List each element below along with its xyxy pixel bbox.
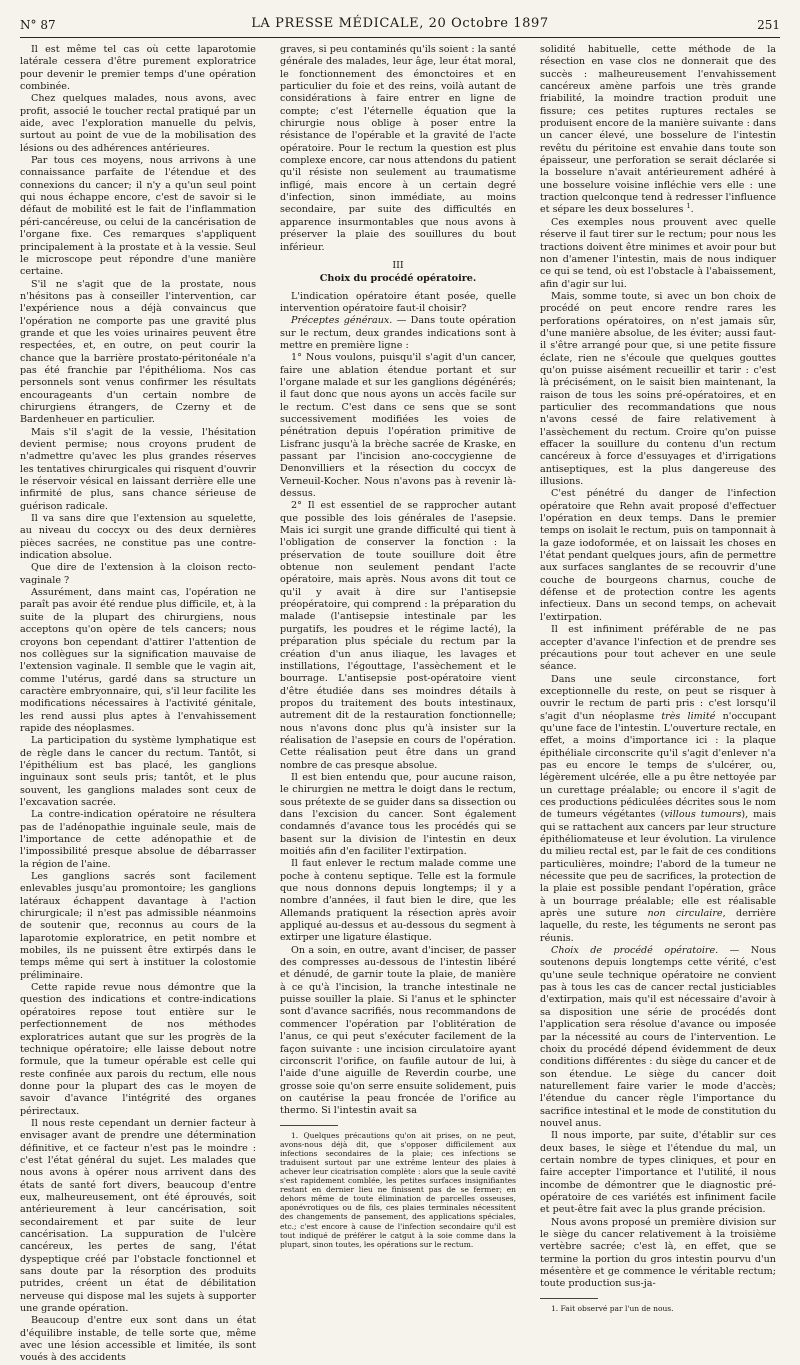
footnote-marker: 1 bbox=[686, 202, 691, 211]
paragraph-text: Dans une seule circonstance, fort exceptionnelle du reste, on peut se risquer à ouvrir le rectum de parti pris : c'est lorsqu'il s'agit d'un néoplasme bbox=[540, 673, 776, 722]
paragraph: La contre-indication opératoire ne résultera pas de l'adénopathie inguinale seule, mais de l'importance de cette adénopathie et de l'impossibilité presque absolue de débarrasser la région de l'aine. bbox=[20, 809, 256, 870]
paragraph: Chez quelques malades, nous avons, avec profit, associé le toucher rectal pratiqué par un aide, avec l'exploration manuelle du pelvis, surtout au point de vue de la mobilisation des lésions ou des adhérences antérieures. bbox=[20, 93, 256, 154]
emphasis: non circulaire bbox=[647, 908, 723, 920]
paragraph: Assurément, dans maint cas, l'opération ne paraît pas avoir été rendue plus difficile, et, à la suite de la plupart des chirurgiens, nous acceptons qu'on opère de tels cancers; nous croyons bon cependant d'attirer l'attention de nos collègues sur la signification mauvaise de l'extension vaginale. Il semble que le vagin ait, comme l'utérus, gardé dans sa structure un caractère embryonnaire, qui, s'il leur facilite les modifications nécessaires à l'activité génitale, les rend aussi plus aptes à l'envahissement rapide des néoplasmes. bbox=[20, 587, 256, 734]
page-number: 251 bbox=[757, 18, 780, 32]
footnote bbox=[540, 1304, 776, 1313]
subheading-preceptes: Préceptes généraux. bbox=[291, 315, 393, 327]
emphasis: villous tumours bbox=[664, 809, 742, 821]
paragraph: On a soin, en outre, avant d'inciser, de passer des compresses au-dessous de l'intestin libéré et dénudé, de garnir toute la plaie, de manière à ce qu'à l'incision, la tranche intestinale ne puisse souiller la plaie. Si l'anus et le sphincter sont d'avance sacrifiés, nous recommandons de commencer l'opération par l'oblitération de l'anus, ce qui peut s'exécuter facilement de la façon suivante : une incision circulatoire ayant circonscrit l'orifice, on faufile autour de lui, à l'aide d'une aiguille de Reverdin courbe, une grosse soie qu'on serre ensuite solidement, puis on cautérise la peau froncée de l'orifice au thermo. Si l'intestin avait sa bbox=[280, 944, 516, 1117]
paragraph: Ces exemples nous prouvent avec quelle réserve il faut tirer sur le rectum; pour nous les tractions doivent être minimes et avoir pour but non d'amener l'intestin, mais de nous indiquer ce qui se tend, où est l'obstacle à l'abaissement, afin d'agir sur lui. bbox=[540, 216, 776, 290]
paragraph: solidité habituelle, cette méthode de la résection en vase clos ne donnerait que des succès : malheureusement l'envahissement cancéreux amène parfois une très grande friabilité, la moindre traction produit une fissure; ces petites ruptures rectales se produisent encore de la manière suivante : dans un cancer élevé, une bosselure de l'intestin revêtu du péritoine est envahie dans toute son épaisseur, une perforation se serait déclarée si la bosselure n'avait antérieurement adhéré à une bosselure voisine infléchie vers elle : une traction quelconque tend à redresser l'influence et sépare les deux bosselures $^1$. bbox=[540, 44, 776, 216]
paragraph: La participation du système lymphatique est de règle dans le cancer du rectum. Tantôt, si l'épithélium est bas placé, les ganglions inguinaux sont seuls pris; tantôt, et le plus souvent, les ganglions malades sont ceux de l'excavation sacrée. bbox=[20, 735, 256, 808]
column-right bbox=[540, 44, 776, 1313]
paragraph bbox=[540, 674, 776, 946]
paragraph: Il est même tel cas où cette laparotomie latérale cessera d'être purement exploratrice pour devenir le premier temps d'une opération combinée. bbox=[20, 44, 256, 93]
column-left bbox=[20, 44, 256, 1365]
section-number: III bbox=[392, 259, 404, 271]
section-title: Choix du procédé opératoire. bbox=[319, 273, 477, 285]
paragraph: Il faut enlever le rectum malade comme une poche à contenu septique. Telle est la formule que nous donnons depuis longtemps; il y a nombre d'années, il faut bien le dire, que les Allemands pratiquent la résection après avoir appliqué au-dessus et au-dessous du segment à extirper une ligature élastique. bbox=[280, 858, 516, 944]
paragraph: Que dire de l'extension à la cloison recto-vaginale ? bbox=[20, 562, 256, 586]
paragraph: Mais s'il s'agit de la vessie, l'hésitation devient permise; nous croyons prudent de n'admettre qu'avec les plus grandes réserves les tentatives chirurgicales qui risquent d'ouvrir le réservoir vésical en laissant derrière elle une infirmité de plus, sans chance sérieuse de guérison radicale. bbox=[20, 426, 256, 512]
footnote-rule bbox=[540, 1298, 598, 1299]
paragraph-text: , derrière laquelle, du reste, les téguments ne seront pas réunis. bbox=[540, 908, 776, 944]
footnote-text: 1. Quelques précautions qu'on ait prises, on ne peut, avons-nous déjà dit, que s'opposer difficilement aux infections secondaires de la plaie; ces infections se traduisent surtout par une extrême lenteur des plaies à achever leur cicatrisation complète : alors que la seule cavité s'est rapidement comblée, les petites surfaces insignifiantes restant en dernier lieu ne finissent pas de se fermer; en dehors même de toute élimination de parcelles osseuses, aponévrotiques ou de fils, ces plaies terminales nécessitent des changements de pansement, des applications spéciales, etc.; c'est encore à cause de l'infection secondaire qu'il est tout indiqué de préférer le catgut à la soie comme dans la plupart, sinon toutes, les opérations sur le rectum. bbox=[280, 1130, 516, 1249]
paragraph: C'est pénétré du danger de l'infection opératoire que Rehn avait proposé d'effectuer l'opération en deux temps. Dans le premier temps on isolait le rectum, puis on tamponnait à la gaze iodoformée, et on laissait les choses en l'état pendant quelques jours, afin de permettre aux surfaces sanglantes de se recouvrir d'une couche de bourgeons charnus, couche de défense et de protection contre les agents infectieux. Dans un second temps, on achevait l'extirpation. bbox=[540, 488, 776, 623]
paragraph bbox=[280, 315, 516, 352]
issue-number: N° 87 bbox=[20, 18, 56, 32]
paragraph: Les ganglions sacrés sont facilement enlevables jusqu'au promontoire; les ganglions latéraux échappent davantage à l'action chirurgicale; il n'est pas admissible néanmoins de soutenir que, reconnus au cours de la laparotomie exploratrice, en petit nombre et mobiles, ils ne puissent être extirpés dans le temps même qui sert à instituer la colostomie préliminaire. bbox=[20, 871, 256, 981]
paragraph: Il va sans dire que l'extension au squelette, au niveau du coccyx ou des deux dernières pièces sacrées, ne constitue pas une contre-indication absolue. bbox=[20, 513, 256, 562]
footnote-rule bbox=[280, 1125, 338, 1126]
journal-title: LA PRESSE MÉDICALE, 20 Octobre 1897 bbox=[251, 16, 549, 31]
paragraph: Nous avons proposé un première division sur le siège du cancer relativement à la troisième vertèbre sacrée; c'est là, en effet, que se termine la portion du gros intestin pourvu d'un mésentère et ge commence le véritable rectum; toute production sus-ja- bbox=[540, 1216, 776, 1290]
paragraph: Par tous ces moyens, nous arrivons à une connaissance parfaite de l'étendue et des connexions du cancer; il n'y a qu'un seul point qui nous échappe encore, c'est de savoir si le défaut de mobilité est le fait de l'inflammation péri-cancéreuse, ou celui de la cancérisation de l'organe fixe. Ces remarques s'appliquent principalement à la prostate et à la vessie. Seul le microscope peut répondre d'une manière certaine. bbox=[20, 155, 256, 278]
column-middle bbox=[280, 44, 516, 1249]
paragraph: Il est infiniment préférable de ne pas accepter d'avance l'infection et de prendre ses précautions pour tout achever en une seule séance. bbox=[540, 624, 776, 673]
paragraph: Il nous importe, par suite, d'établir sur ces deux bases, le siège et l'étendue du mal, un certain nombre de types cliniques, et pour en faire accepter l'importance et l'utilité, il nous incombe de démontrer que le diagnostic pré-opératoire de ces variétés est infiniment facile et peut-être fait avec la plus grande précision. bbox=[540, 1130, 776, 1216]
page-header bbox=[20, 14, 780, 36]
footnote-text: 1. Fait observé par l'un de nous. bbox=[551, 1303, 674, 1313]
paragraph-text: — Nous soutenons depuis longtemps cette vérité, c'est qu'une seule technique opératoire ne convient pas à tous les cas de cancer rectal justiciables d'extirpation, mais qu'il est nécessaire d'avoir à sa disposition une série de procédés dont l'application sera résolue d'avance ou imposée par la nécessité au cours de l'intervention. Le choix du procédé dépend évidemment de deux conditions différentes : du siège du cancer et de son étendue. Le siège du cancer doit naturellement faire varier le mode d'accès; l'étendue du cancer règle l'importance du sacrifice intestinal et le mode de constitution du nouvel anus. bbox=[540, 945, 776, 1129]
paragraph-text: solidité habituelle, cette méthode de la résection en vase clos ne donnerait que des succès : malheureusement l'envahissement cancéreux amène parfois une très grande friabilité, la moindre traction produit une fissure; ces petites ruptures rectales se produisent encore de la manière suivante : dans un cancer élevé, une bosselure de l'intestin revêtu du péritoine est envahie dans toute son épaisseur, une perforation se serait déclarée si la bosselure n'avait antérieurement adhéré à une bosselure voisine infléchie vers elle : une traction quelconque tend à redresser l'influence et sépare les deux bosselures bbox=[540, 44, 776, 216]
paragraph: Il nous reste cependant un dernier facteur à envisager avant de prendre une détermination définitive, et ce facteur n'est pas le moindre : c'est l'état général du sujet. Les malades que nous avons à opérer nous arrivent dans des états de santé fort divers, beaucoup d'entre eux, malheureusement, ont été éprouvés, soit antérieurement à leur cancérisation, soit secondairement et par suite de leur cancérisation. La suppuration de l'ulcère cancéreux, les pertes de sang, l'état dyspeptique créé par l'obstacle fonctionnel et sans doute par la résorption des produits putrides, créent un état de débilitation nerveuse qui dispose mal les sujets à supporter une grande opération. bbox=[20, 1117, 256, 1315]
paragraph: L'indication opératoire étant posée, quelle intervention opératoire faut-il choisir? bbox=[280, 290, 516, 314]
paragraph-text: n'occupant qu'une face de l'intestin. L'ouverture rectale, en effet, a moins d'importance ici : la plaque épithéliale circonscrite qu'il s'agit d'enlever n'a pas eu encore le temps de s'ulcérer, ou, légèrement ulcérée, elle a pu être nettoyée par un curettage préalable; ou encore il s'agit de ces productions pédiculées décrites sous le nom de tumeurs végétantes ( bbox=[540, 710, 776, 821]
paragraph: Cette rapide revue nous démontre que la question des indications et contre-indications opératoires repose tout entière sur le perfectionnement de nos méthodes exploratrices autant que sur les progrès de la technique opératoire; elle laisse debout notre formule, que la tumeur opérable est celle qui reste confinée aux parois du rectum, elle nous donne pour la plupart des cas le moyen de savoir d'avance l'intégrité des organes périrectaux. bbox=[20, 982, 256, 1117]
paragraph: Beaucoup d'entre eux sont dans un état d'équilibre instable, de telle sorte que, même avec une lésion accessible et limitée, ils sont voués à des accidents bbox=[20, 1315, 256, 1364]
paragraph: Mais, somme toute, si avec un bon choix de procédé on peut encore rendre rares les perforations opératoires, on n'est jamais sûr, d'une manière absolue, de les éviter; aussi faut-il s'être arrangé pour que, si une petite fissure éclate, rien ne s'écoule que quelques gouttes qu'on puisse aisément recueillir et tarir : c'est là précisément, on le saisit bien maintenant, la raison de tous les soins pré-opératoires, et en particulier des recommandations que nous n'avons cessé de faire relativement à l'assèchement du rectum. Croire qu'on puisse effacer la souillure du contenu d'un rectum cancéreux à force d'essuyages et d'irrigations antiseptiques, est la plus dangereuse des illusions. bbox=[540, 290, 776, 488]
emphasis: très limité bbox=[661, 710, 716, 722]
paragraph-text: — Dans toute opération sur le rectum, deux grandes indications sont à mettre en première ligne : bbox=[280, 315, 516, 351]
paragraph: graves, si peu contaminés qu'ils soient : la santé générale des malades, leur âge, leur état moral, le fonctionnement des émonctoires et en particulier du foie et des reins, voilà autant de considérations à faire entrer en ligne de compte; c'est l'éternelle équation que la chirurgie nous oblige à poser entre la résistance de l'opérable et la gravité de l'acte opératoire. Pour le rectum la question est plus complexe encore, car nous attendons du patient qu'il résiste non seulement au traumatisme infligé, mais encore à un certain degré d'infection, sinon immédiate, au moins secondaire, par suite des difficultés en apparence insurmontables que nous avons à préserver la plaie des souillures du bout inférieur. bbox=[280, 44, 516, 253]
paragraph: 2° Il est essentiel de se rapprocher autant que possible des lois générales de l'asepsie. Mais ici surgit une grande difficulté qui tient à l'obligation de conserver la fonction : la préservation de toute souillure doit être obtenue non seulement pendant l'acte opératoire, mais après. Nous avons dit tout ce qu'il y avait à dire sur l'antisepsie préopératoire, qui comprend : la préparation du malade (l'antisepsie intestinale par les purgatifs, les poudres et le régime lacté), la préparation plus spéciale du rectum par la création d'un anus iliaque, les lavages et instillations, l'égouttage, l'assèchement et le bourrage. L'antisepsie post-opératoire vient d'être étudiée dans ses moindres détails à propos du traitement des bouts intestinaux, autrement dit de la restauration fonctionnelle; nous n'avons donc plus qu'à insister sur la réalisation de l'asepsie en cours de l'opération. Cette réalisation peut être dans un grand nombre de cas presque absolue. bbox=[280, 500, 516, 771]
paragraph: 1° Nous voulons, puisqu'il s'agit d'un cancer, faire une ablation étendue portant et sur l'organe malade et sur les ganglions dégénérés; il faut donc que nous ayons un accès facile sur le rectum. C'est dans ce sens que se sont successivement modifiées les voies de pénétration depuis l'opération primitive de Lisfranc jusqu'à la brèche sacrée de Kraske, en passant par l'incision ano-coccygienne de Denonvilliers et la résection du coccyx de Verneuil-Kocher. Nous n'avons pas à revenir là-dessus. bbox=[280, 352, 516, 500]
paragraph: S'il ne s'agit que de la prostate, nous n'hésitons pas à conseiller l'intervention, car l'expérience nous a déjà convaincus que l'opération ne comporte pas une gravité plus grande et que les voies urinaires peuvent être respectées, et, en outre, on peut courir la chance que la barrière prostato-péritonéale n'a pas été franchie par l'épithélioma. Nos cas personnels sont venus confirmer les résultats encourageants d'un certain nombre de chirurgiens étrangers, de Czerny et de Bardenheuer en particulier. bbox=[20, 278, 256, 426]
paragraph bbox=[540, 945, 776, 1130]
paragraph: Il est bien entendu que, pour aucune raison, le chirurgien ne mettra le doigt dans le rectum, sous prétexte de se guider dans sa dissection ou dans l'excision du cancer. Sont également condamnés d'avance tous les procédés qui se basent sur la division de l'intestin en deux moitiés afin d'en faciliter l'extirpation. bbox=[280, 771, 516, 857]
header-rule bbox=[20, 37, 780, 38]
subheading-choix: Choix de procédé opératoire. bbox=[551, 945, 719, 957]
paragraph-text: ), mais qui se rattachent aux cancers par leur structure épithéliomateuse et leur évolution. La virulence du milieu rectal est, par le fait de ces conditions particulières, moindre; l'abord de la tumeur ne nécessite que peu de sacrifices, la protection de la plaie est possible pendant l'opération, grâce à un bourrage préalable; elle est réalisable après une suture bbox=[540, 809, 776, 920]
footnote bbox=[280, 1131, 516, 1249]
